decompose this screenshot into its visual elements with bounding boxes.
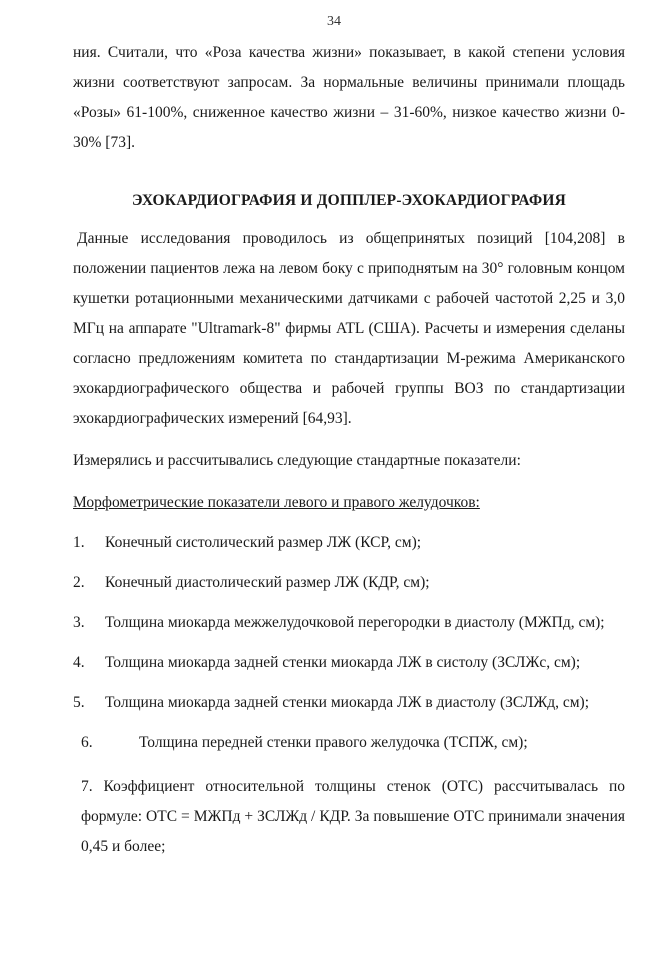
list-item-number: 7.: [81, 778, 93, 795]
list-item: [73, 568, 625, 598]
list-item-number: 5.: [73, 694, 85, 711]
list-item-text: Толщина миокарда задней стенки миокарда ЛЖ в диастолу (ЗСЛЖд, см);: [105, 694, 590, 711]
paragraph-methods-text: Данные исследования проводилось из общепринятых позиций [104,208] в положении пациентов лежа на левом боку с приподнятым на 30° головным концом кушетки ротационными механическими датчиками с рабочей частотой 2,25 и 3,0 МГц на аппарате "Ultramark-8" фирмы ATL (США). Расчеты и измерения сделаны согласно предложениям комитета по стандартизации М-режима Американского эхокардиографического общества и рабочей группы ВОЗ по стандартизации эхокардиографических измерений [64,93].: [73, 230, 625, 427]
list-item-text: Толщина миокарда задней стенки миокарда ЛЖ в систолу (ЗСЛЖс, см);: [105, 654, 581, 671]
paragraph-measures-intro: Измерялись и рассчитывались следующие стандартные показатели:: [73, 452, 521, 469]
list-item-text: Толщина миокарда межжелудочковой перегородки в диастолу (МЖПд, см);: [105, 614, 605, 631]
page-number: 34: [327, 14, 341, 29]
list-item: [73, 772, 625, 862]
list-item: [73, 648, 625, 678]
page-body: [73, 38, 625, 862]
list-item: [73, 688, 625, 718]
list-item-number: 1.: [73, 534, 85, 551]
list-item-text: Коэффициент относительной толщины стенок (ОТС) рассчитывалась по формуле: ОТС = МЖПд + ЗСЛЖд / КДР. За повышение ОТС принимали значения 0,45 и более;: [81, 778, 625, 855]
list-item-number: 6.: [81, 734, 93, 751]
list-item-number: 4.: [73, 654, 85, 671]
list-item: [73, 728, 625, 758]
list-item-text: Конечный систолический размер ЛЖ (КСР, см);: [105, 534, 422, 551]
subheading-morphometric: Морфометрические показатели левого и правого желудочков:: [73, 494, 480, 511]
list-item-text: Конечный диастолический размер ЛЖ (КДР, см);: [105, 574, 430, 591]
section-heading: ЭХОКАРДИОГРАФИЯ И ДОППЛЕР-ЭХОКАРДИОГРАФИЯ: [131, 192, 567, 209]
list-item: [73, 608, 625, 638]
paragraph-quality-of-life: ния. Считали, что «Роза качества жизни» показывает, в какой степени условия жизни соответствуют запросам. За нормальные величины принимали площадь «Розы» 61-100%, сниженное качество жизни – 31-60%, низкое качество жизни 0-30% [73].: [73, 44, 625, 151]
list-item-number: 2.: [73, 574, 85, 591]
list-item-number: 3.: [73, 614, 85, 631]
paragraph-methods: [73, 224, 625, 434]
list-item: [73, 528, 625, 558]
list-item-text: Толщина передней стенки правого желудочка (ТСПЖ, см);: [139, 734, 528, 751]
